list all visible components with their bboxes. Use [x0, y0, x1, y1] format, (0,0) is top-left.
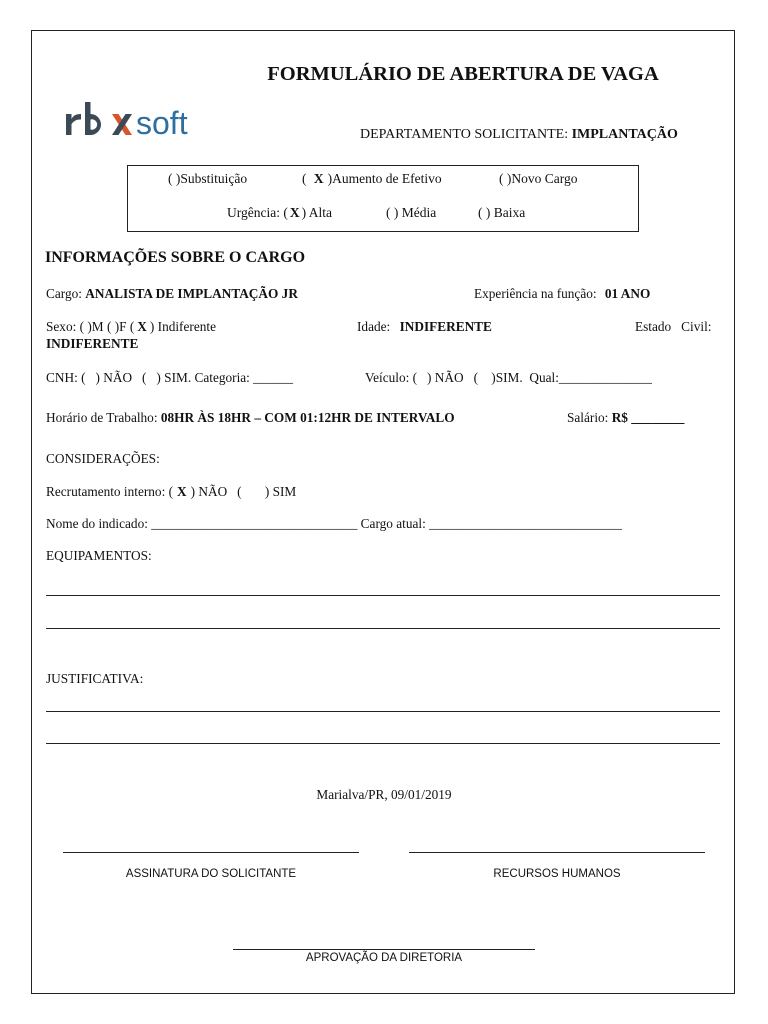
idade-value: INDIFERENTE: [399, 319, 492, 334]
option-novo-cargo[interactable]: ( )Novo Cargo: [499, 171, 578, 186]
signature-label-rh: RECURSOS HUMANOS: [493, 868, 621, 880]
horario-label: Horário de Trabalho:: [46, 410, 158, 425]
recrutamento-line: [46, 484, 296, 500]
rbxsoft-logo-icon: [64, 96, 224, 146]
signature-line-rh: [409, 852, 705, 853]
equipamentos-title: EQUIPAMENTOS:: [46, 548, 152, 563]
urgencia-media[interactable]: ( ) Média: [386, 205, 437, 220]
signature-line-solicitante: [63, 852, 359, 853]
paren-open: (: [302, 171, 307, 186]
urgencia-label: Urgência: (: [227, 205, 288, 220]
urgencia-alta[interactable]: [227, 205, 332, 221]
estado-civil-value: INDIFERENTE: [46, 336, 139, 351]
urgencia-baixa[interactable]: ( ) Baixa: [478, 205, 526, 220]
salario-value: R$ ________: [611, 410, 685, 425]
horario-line: [46, 410, 455, 426]
option-aumento-efetivo[interactable]: [302, 171, 442, 187]
sexo-indiferente-label: ) Indiferente: [149, 319, 216, 334]
sexo-options: Sexo: ( )M ( )F (: [46, 319, 135, 334]
cnh-line: CNH: ( ) NÃO ( ) SIM. Categoria: ______: [46, 370, 294, 385]
consideracoes-title: CONSIDERAÇÕES:: [46, 451, 160, 466]
veiculo-line: Veículo: ( ) NÃO ( )SIM. Qual:______________: [365, 370, 652, 385]
estado-civil-label: Estado Civil:: [635, 319, 712, 334]
aumento-check-mark: X: [313, 171, 324, 186]
cargo-line: [46, 286, 298, 302]
justificativa-title: JUSTIFICATIVA:: [46, 671, 144, 686]
urgencia-check-mark: X: [289, 205, 300, 220]
salario-line: [567, 410, 684, 426]
cargo-label: Cargo:: [46, 286, 82, 301]
rbxsoft-logo: [64, 96, 224, 146]
equipamentos-line-1: [46, 595, 720, 596]
idade-line: [357, 319, 492, 335]
justificativa-line-2: [46, 743, 720, 744]
experiencia-label: Experiência na função:: [474, 286, 597, 301]
department-line: [360, 127, 678, 143]
experiencia-value: 01 ANO: [604, 286, 651, 301]
recrutamento-check-mark: X: [177, 484, 187, 499]
department-label: DEPARTAMENTO SOLICITANTE:: [360, 127, 569, 142]
aumento-label: )Aumento de Efetivo: [327, 171, 442, 186]
place-date: Marialva/PR, 09/01/2019: [316, 787, 452, 802]
justificativa-line-1: [46, 711, 720, 712]
idade-label: Idade:: [357, 319, 391, 334]
signature-line-diretoria: [233, 949, 535, 950]
recrutamento-label: Recrutamento interno: (: [46, 484, 174, 499]
sexo-check-mark: X: [137, 319, 147, 334]
urgencia-alta-label: ) Alta: [301, 205, 332, 220]
equipamentos-line-2: [46, 628, 720, 629]
cargo-value: ANALISTA DE IMPLANTAÇÃO JR: [85, 286, 298, 301]
experiencia-line: [474, 286, 650, 302]
signature-label-solicitante: ASSINATURA DO SOLICITANTE: [125, 868, 297, 880]
section-title: INFORMAÇÕES SOBRE O CARGO: [45, 249, 306, 266]
form-title: FORMULÁRIO DE ABERTURA DE VAGA: [267, 63, 659, 85]
indicado-line: Nome do indicado: _______________________________ Cargo atual: _____________________________: [46, 516, 622, 531]
signature-label-diretoria: APROVAÇÃO DA DIRETORIA: [305, 952, 463, 964]
salario-label: Salário:: [567, 410, 609, 425]
option-substituicao[interactable]: ( )Substituição: [168, 171, 248, 186]
department-value: IMPLANTAÇÃO: [571, 127, 678, 142]
recrutamento-options: ) NÃO ( ) SIM: [190, 484, 297, 499]
horario-value: 08HR ÀS 18HR – COM 01:12HR DE INTERVALO: [160, 410, 455, 425]
sexo-line: [46, 319, 216, 335]
svg-text:soft: soft: [136, 105, 188, 141]
